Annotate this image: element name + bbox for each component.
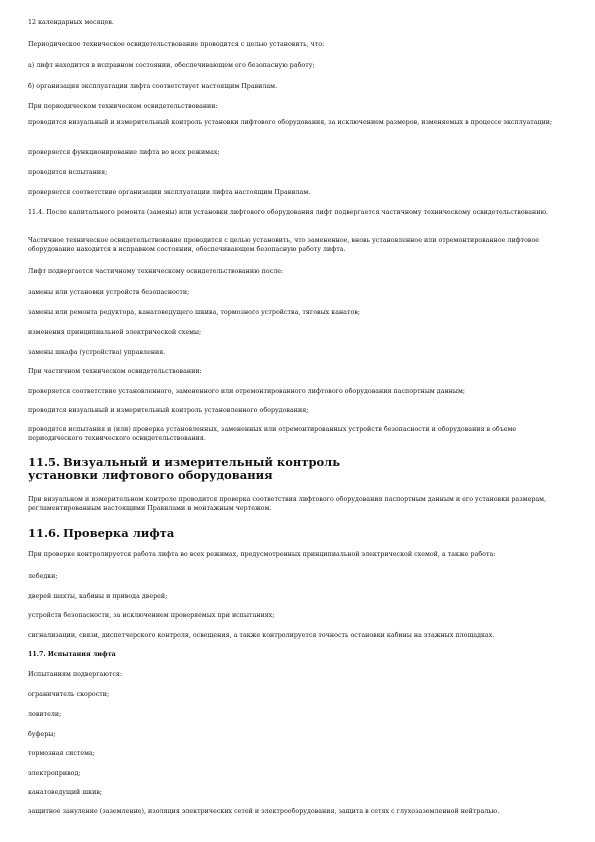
paragraph: Частичное техническое освидетельствование проводится с целью установить, что замененное, вновь установленное или отремонтированное лифтовое оборудование находится в исправном состоянии, обеспечивающем безопасную работу лифта. <box>28 237 540 253</box>
paragraph: дверей шахты, кабины и привода дверей; <box>28 593 168 600</box>
paragraph: устройств безопасности, за исключением проверяемых при испытаниях; <box>28 612 275 619</box>
section-heading <box>28 527 568 540</box>
section-heading <box>28 456 568 482</box>
paragraph: ловители; <box>28 711 62 718</box>
paragraph: замены или ремонта редуктора, канатоведущего шкива, тормозного устройства, тяговых канатов; <box>28 309 360 316</box>
paragraph: Испытаниям подвергаются: <box>28 671 123 678</box>
paragraph: проводится визуальный и измерительный контроль установки лифтового оборудования, за исключением размеров, изменяемых в процессе эксплуатации; <box>28 119 553 126</box>
paragraph: проводятся испытания и (или) проверка установленных, замененных или отремонтированных устройств безопасности и оборудования в объеме периодического технического освидетельствования. <box>28 426 517 442</box>
paragraph: проводится визуальный и измерительный контроль установленного оборудования; <box>28 407 309 414</box>
paragraph: электропривод; <box>28 770 81 777</box>
paragraph: канатоведущий шкив; <box>28 789 103 796</box>
paragraph: проводятся испытания; <box>28 169 108 176</box>
paragraph: Периодическое техническое освидетельствование проводится с целью установить, что: <box>28 41 325 48</box>
paragraph: лебедки; <box>28 573 58 580</box>
paragraph: тормозная система; <box>28 750 95 757</box>
heading-number: 11.5. <box>28 455 61 469</box>
paragraph: ограничитель скорости; <box>28 691 110 698</box>
paragraph: При частичном техническом освидетельствовании: <box>28 368 202 375</box>
heading-number: 11.6. <box>28 526 61 540</box>
paragraph: Лифт подвергается частичному техническому освидетельствованию после: <box>28 268 284 275</box>
paragraph: При проверке контролируется работа лифта во всех режимах, предусмотренных принципиальной электрической схемой, а также работа: <box>28 551 496 558</box>
paragraph: сигнализации, связи, диспетчерского контроля, освещения, а также контролируется точность остановки кабины на этажных площадках. <box>28 632 495 639</box>
paragraph: 11.7. Испытания лифта <box>28 651 116 658</box>
paragraph: изменения принципиальной электрической схемы; <box>28 329 202 336</box>
paragraph: 11.4. После капитального ремонта (замены) или установки лифтового оборудования лифт подвергается частичному техническому освидетельствованию. <box>28 209 548 216</box>
paragraph: буферы; <box>28 731 56 738</box>
heading-line: установки лифтового оборудования <box>28 468 273 482</box>
heading-line: Визуальный и измерительный контроль <box>63 455 341 469</box>
paragraph: проверяется соответствие установленного, замененного или отремонтированного лифтового оборудования паспортным данным; <box>28 388 465 395</box>
paragraph: а) лифт находится в исправном состоянии, обеспечивающем его безопасную работу; <box>28 62 315 69</box>
paragraph: замены или установки устройств безопасности; <box>28 289 190 296</box>
paragraph: б) организация эксплуатации лифта соответствует настоящим Правилам. <box>28 83 278 90</box>
paragraph: проверяется соответствие организации эксплуатации лифта настоящим Правилам. <box>28 189 311 196</box>
paragraph: При периодическом техническом освидетельствовании: <box>28 103 218 110</box>
paragraph: замены шкафа (устройства) управления. <box>28 349 166 356</box>
heading-line: Проверка лифта <box>63 526 175 540</box>
paragraph: проверяется функционирование лифта во всех режимах; <box>28 149 220 156</box>
paragraph: 12 календарных месяцев. <box>28 19 114 26</box>
paragraph: При визуальном и измерительном контроле проводится проверка соответствия лифтового оборудования паспортным данным и его установки размерам, регламентированным настоящими Правилами и монтажным чертежом. <box>28 496 547 512</box>
paragraph: защитное зануление (заземление), изоляция электрических сетей и электрооборудования, защита в сетях с глухозаземленной нейтралью. <box>28 808 500 815</box>
